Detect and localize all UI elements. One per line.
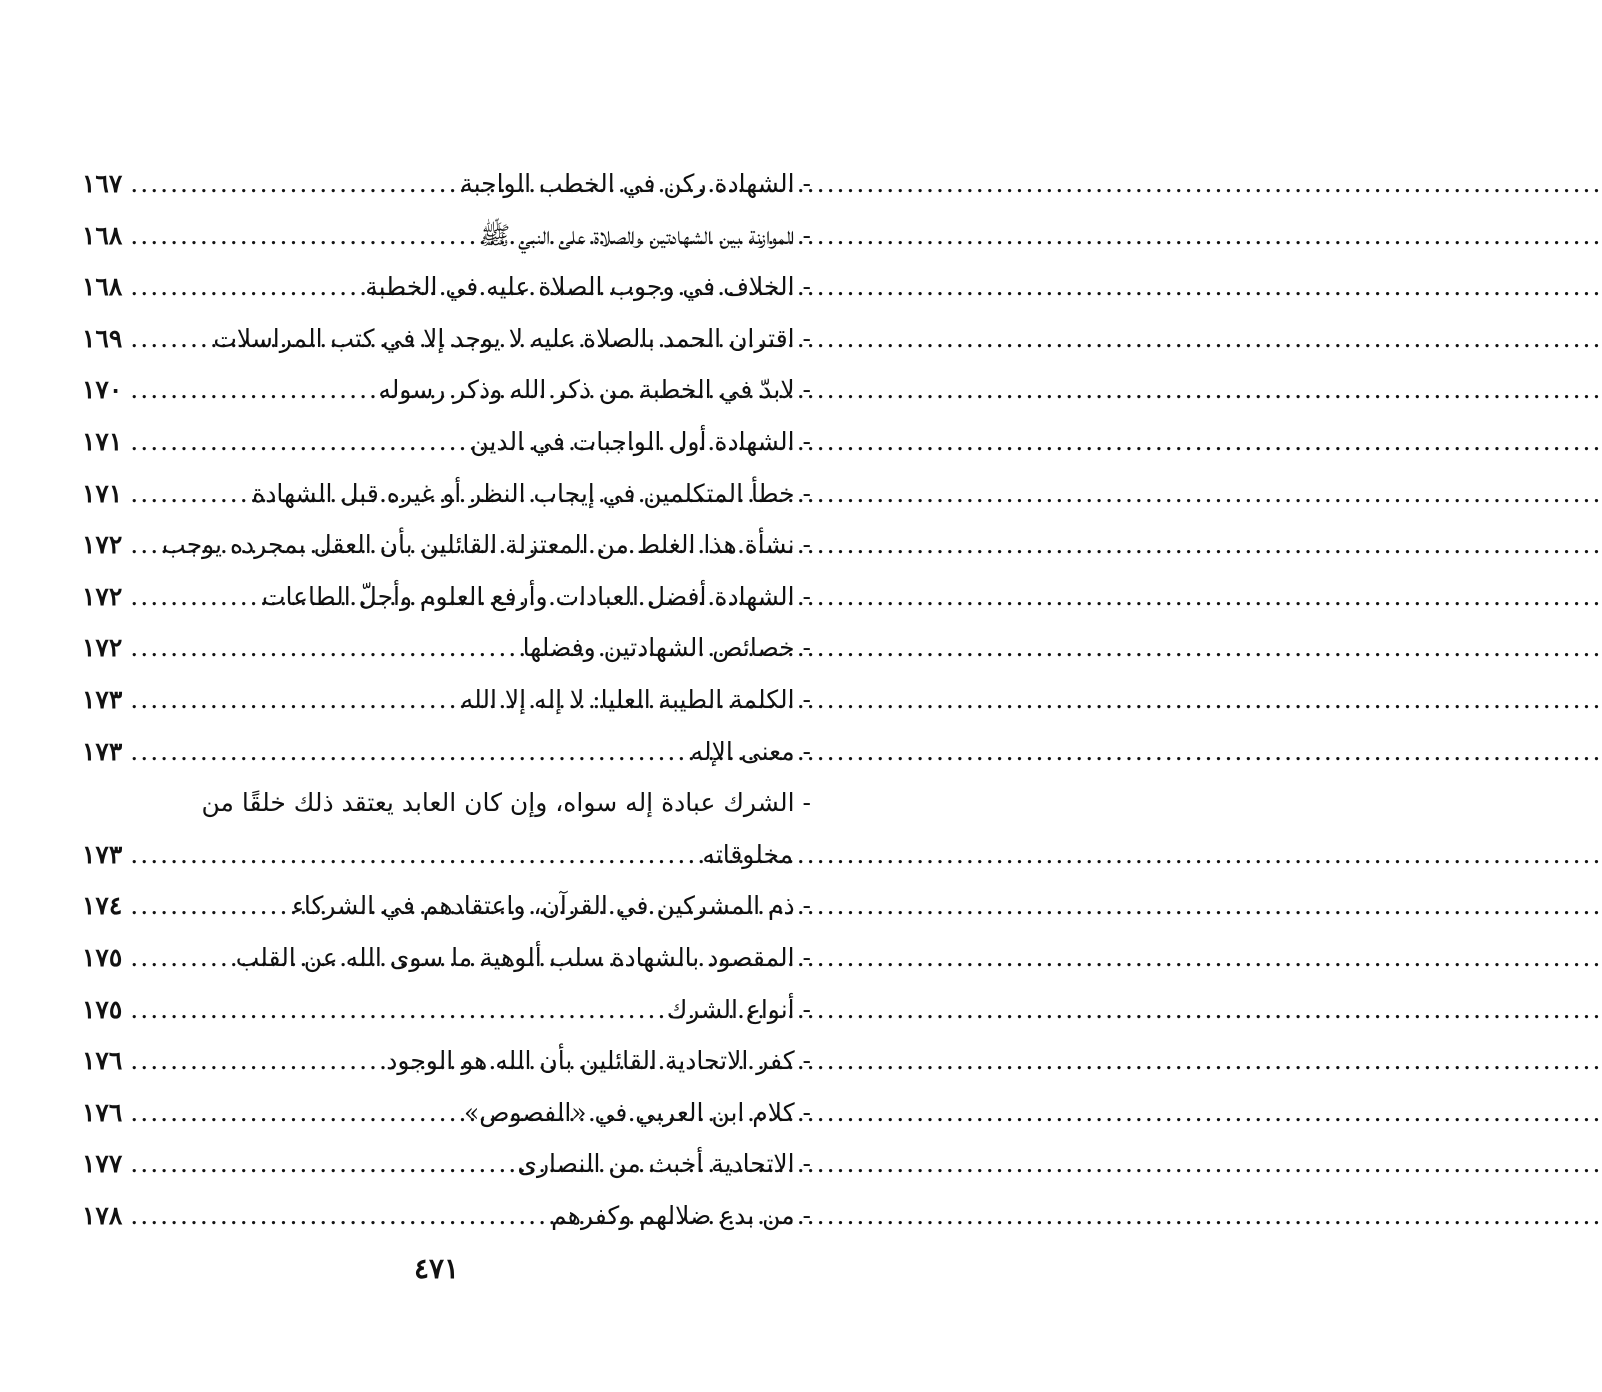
toc-entry-page: ١٧٨	[82, 1200, 123, 1230]
toc-entry-title: - المقصود بالشهادة سلب ألوهية ما سوى الله عن القلب	[235, 942, 811, 972]
toc-entry-page: ١٧٣	[82, 684, 123, 714]
toc-entry	[82, 416, 811, 468]
toc-entry	[82, 1190, 811, 1242]
toc-entry	[82, 932, 811, 984]
toc-entry-page: ١٦٧	[82, 169, 123, 198]
toc-entry	[82, 1087, 811, 1139]
dot-leader	[130, 364, 370, 416]
dot-leader	[130, 880, 284, 932]
dot-leader	[130, 1138, 509, 1190]
toc-entry-page: ١٧١	[82, 478, 123, 508]
toc-entry	[82, 880, 811, 932]
toc-entry-title: - خطأ المتكلمين في إيجاب النظر أو غيره قبل الشهادة	[252, 478, 811, 508]
toc-entry	[82, 519, 811, 571]
dot-leader	[130, 571, 254, 623]
toc-entry	[82, 622, 811, 674]
dot-leader	[130, 210, 472, 262]
toc-entry-title: - خصائص الشهادتين وفضلها	[522, 633, 811, 663]
toc-entry-title: - الاتحادية أخبث من النصارى	[517, 1149, 811, 1179]
dot-leader	[130, 1035, 378, 1087]
dot-leader	[130, 261, 357, 313]
toc-entry-title: - الموازنة بين الشهادتين والصلاة على النبي ﷺ	[479, 220, 811, 250]
dot-leader	[130, 468, 244, 520]
toc-entry	[82, 984, 811, 1036]
toc-entry-page: ١٧٦	[82, 1097, 123, 1127]
toc-entry	[82, 364, 811, 416]
toc-entry-page: ١٦٨	[82, 272, 123, 302]
toc-entry	[82, 313, 811, 365]
toc-entry	[82, 468, 811, 520]
toc-entry	[82, 571, 811, 623]
toc-entry-title: - كفر الاتحادية القائلين بأن الله هو الوجود	[386, 1046, 811, 1076]
toc-entry-page: ١٧٢	[82, 530, 123, 560]
toc-entry-title: - الشهادة ركن في الخطب الواجبة	[460, 169, 811, 198]
toc-entry-page: ١٧٣	[82, 839, 123, 869]
toc-entry-wrapped-line2	[82, 829, 811, 881]
toc-entry-page: ١٧٥	[82, 994, 123, 1024]
dot-leader	[130, 932, 227, 984]
dot-leader	[130, 984, 658, 1036]
toc-entry-title: - كلام ابن العربي في «الفصوص»	[463, 1097, 811, 1127]
dot-leader	[130, 829, 694, 881]
toc-entry-page: ١٧٣	[82, 736, 123, 766]
toc-entry-title: - أنواع الشرك	[666, 994, 811, 1024]
toc-entry	[82, 1035, 811, 1087]
toc-entry-page: ١٧٦	[82, 1046, 123, 1076]
toc-entry-title: - الخلاف في وجوب الصلاة عليه في الخطبة	[365, 272, 811, 302]
toc-entry-title: - لابدّ في الخطبة من ذكر الله وذكر رسوله	[378, 375, 811, 405]
toc-entry	[82, 261, 811, 313]
toc-entry-title: - نشأة هذا الغلط من المعتزلة القائلين بأن العقل بمجرده يوجب	[162, 530, 811, 560]
page-number: ٤٧١	[413, 1252, 460, 1285]
toc-entry-title: - من بدع ضلالهم وكفرهم	[551, 1200, 811, 1230]
toc-entry	[82, 726, 811, 778]
dot-leader	[130, 674, 452, 726]
toc-entry-page: ١٦٨	[82, 220, 123, 250]
toc-entry	[82, 1138, 811, 1190]
toc-entry	[82, 158, 811, 210]
toc-entry	[82, 210, 811, 262]
toc-entry-wrapped-line1	[82, 777, 811, 829]
dot-leader	[130, 1087, 456, 1139]
toc-entry-page: ١٧٢	[82, 633, 123, 663]
toc-entry-title: - اقتران الحمد بالصلاة عليه لا يوجد إلا في كتب المراسلات	[213, 323, 811, 353]
toc-entry-page: ١٧١	[82, 426, 123, 456]
toc-entry-title-continued: مخلوقاته	[702, 839, 793, 869]
toc-entry-title: - ذم المشركين في القرآن، واعتقادهم في الشركاء	[292, 891, 811, 921]
toc-entry-title: - الشهادة أول الواجبات في الدين	[470, 426, 811, 456]
dot-leader	[130, 313, 205, 365]
toc-entry-page: ١٧٢	[82, 581, 123, 611]
toc-entry-title: - الشرك عبادة إله سواه، وإن كان العابد يعتقد ذلك خلقًا من	[201, 788, 811, 818]
toc-entry-page: ١٧٠	[82, 375, 123, 405]
dot-leader	[130, 622, 514, 674]
table-of-contents	[82, 158, 811, 1241]
toc-entry-title: - معنى الإله	[690, 736, 811, 766]
toc-entry-page: ١٦٩	[82, 323, 123, 353]
dot-leader	[130, 158, 452, 210]
toc-entry-title: - الكلمة الطيبة العليا: لا إله إلا الله	[460, 684, 811, 714]
toc-entry	[82, 674, 811, 726]
dot-leader	[130, 416, 462, 468]
toc-entry-page: ١٧٥	[82, 942, 123, 972]
toc-entry-page: ١٧٤	[82, 891, 123, 921]
dot-leader	[130, 1190, 543, 1242]
toc-entry-title: - الشهادة أفضل العبادات وأرفع العلوم وأجلّ الطاعات	[261, 581, 811, 611]
dot-leader	[130, 726, 682, 778]
dot-leader	[130, 519, 154, 571]
toc-entry-page: ١٧٧	[82, 1149, 123, 1179]
